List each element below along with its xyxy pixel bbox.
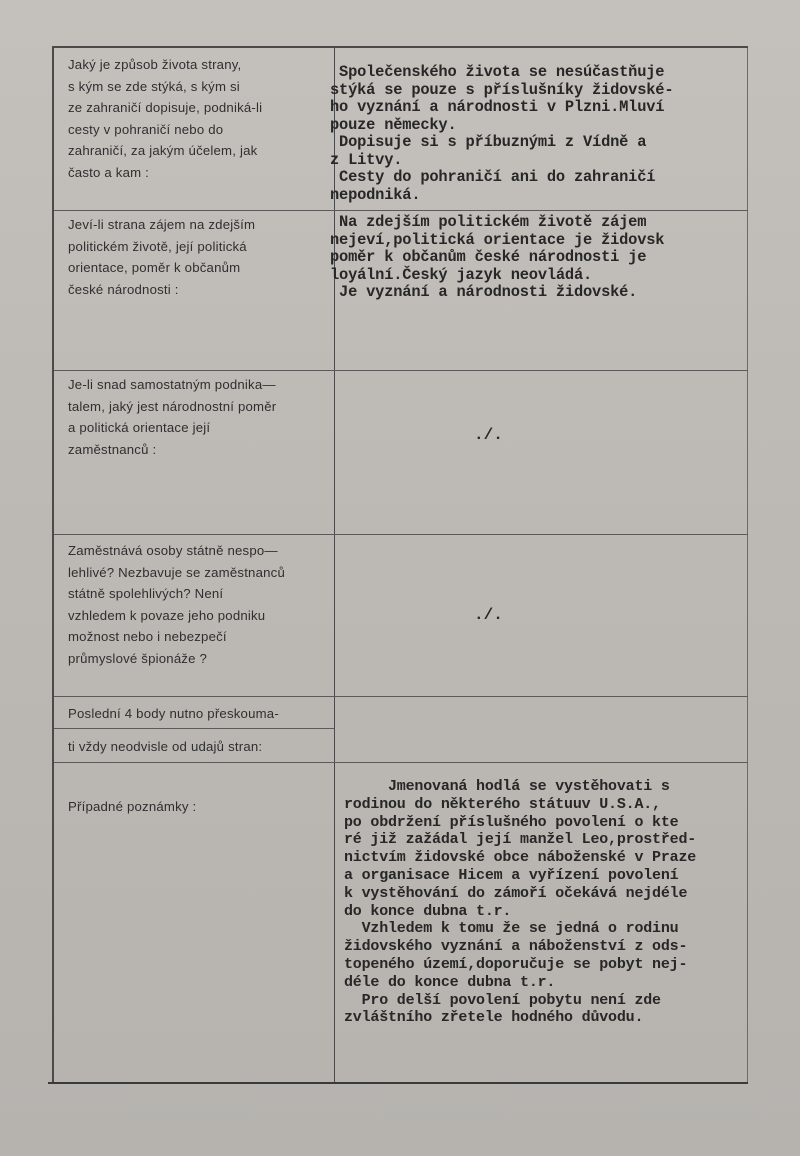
- answer-lifestyle: Společenského života se nesúčastňuje stýká se pouze s příslušníky židovské- ho vyznání a národnosti v Plzni.Mluví pouze německy. Dopisuje si s příbuznými z Vídně a z Litvy. Cesty do pohraničí ani do zahraničí nepodniká.: [330, 63, 674, 204]
- row-divider: [54, 534, 748, 535]
- question-lifestyle: Jaký je způsob života strany, s kým se zde stýká, s kým si ze zahraničí dopisuje, podniká-li cesty v pohraničí nebo do zahraničí, za jakým účelem, jak často a kam :: [68, 57, 263, 180]
- row-divider: [54, 370, 748, 371]
- question-political-interest: Jeví-li strana zájem na zdejším politickém životě, její politická orientace, poměr k občanům české národnosti :: [68, 217, 256, 297]
- answer-entrepreneur: ./.: [474, 426, 503, 444]
- row-divider: [54, 762, 748, 763]
- row-divider: [54, 696, 748, 697]
- question-employees: Zaměstnává osoby státně nespo— lehlivé? Nezbavuje se zaměstnanců státně spolehlivých? Není vzhledem k povaze jeho podniku možnost nebo i nebezpečí průmyslové špionáže ?: [68, 543, 285, 666]
- question-remarks: Případné poznámky :: [68, 799, 197, 814]
- question-entrepreneur: Je-li snad samostatným podnika— talem, jaký jest národnostní poměr a politická orientace její zaměstnanců :: [68, 377, 277, 457]
- answer-employees: ./.: [474, 606, 503, 624]
- answer-political-interest: Na zdejším politickém životě zájem nejeví,politická orientace je židovsk poměr k občanům české národnosti je loyální.Český jazyk neovládá. Je vyznání a národnosti židovské.: [330, 213, 665, 301]
- answer-remarks: Jmenovaná hodlá se vystěhovati s rodinou do některého státuuv U.S.A., po obdržení příslušného povolení o kte ré již zažádal její manžel Leo,prostřed- nictvím židovské obce náboženské v Praze a organisace Hicem a vyřízení povolení k vystěhování do zámoří očekává nejdéle do konce dubna t.r. Vzhledem k tomu že se jedná o rodinu židovského vyznání a náboženství z ods- topeného území,doporučuje se pobyt nej- déle do konce dubna t.r. Pro delší povolení pobytu není zde zvláštního zřetele hodného důvodu.: [344, 778, 697, 1027]
- row-divider: [54, 728, 334, 729]
- bottom-border: [48, 1082, 748, 1084]
- questionnaire-table: [52, 46, 748, 1084]
- note-review-line2: ti vždy neodvisle od udajů stran:: [68, 739, 263, 754]
- note-review-line1: Poslední 4 body nutno přeskouma-: [68, 706, 279, 721]
- row-divider: [54, 210, 748, 211]
